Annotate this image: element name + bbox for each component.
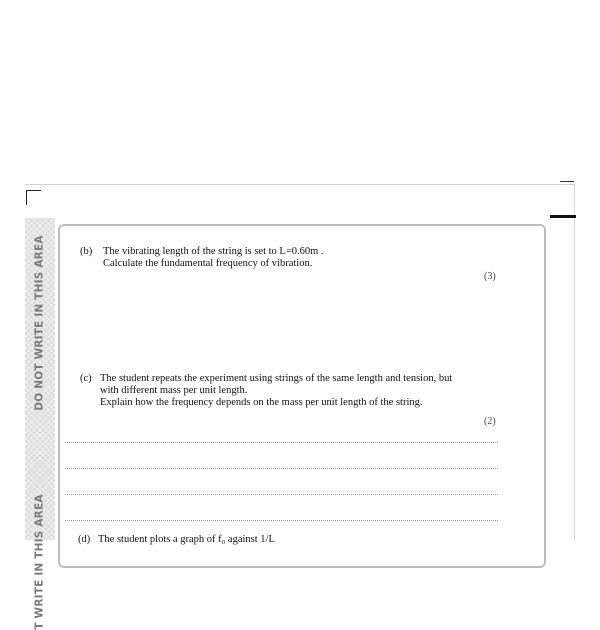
do-not-write-strip (25, 218, 55, 630)
page-edge-right (574, 184, 575, 540)
question-label: (b) (80, 246, 93, 257)
answer-line[interactable] (65, 494, 498, 495)
do-not-write-label (25, 428, 55, 630)
question-text: Explain how the frequency depends on the mass per unit length of the string. (100, 397, 423, 408)
do-not-write-text: DO NOT WRITE IN THIS AREA (34, 235, 47, 411)
answer-line[interactable] (65, 468, 498, 469)
blank-area (0, 0, 600, 182)
question-label: (c) (80, 373, 92, 384)
question-label: (d) (78, 534, 91, 545)
do-not-write-text: T WRITE IN THIS AREA (34, 494, 47, 630)
do-not-write-label (25, 235, 55, 411)
marks-label: (2) (484, 416, 496, 427)
page-edge-top (25, 184, 575, 185)
question-text: The student plots a graph of f₀ against 1/L (98, 534, 275, 545)
question-text: with different mass per unit length. (100, 385, 248, 396)
question-text: The student repeats the experiment using strings of the same length and tension, but (100, 373, 453, 384)
corner-mark (560, 181, 574, 182)
corner-mark (26, 190, 41, 205)
marks-label: (3) (484, 271, 496, 282)
answer-line[interactable] (65, 520, 498, 521)
question-text: Calculate the fundamental frequency of vibration. (103, 258, 313, 269)
answer-line[interactable] (65, 442, 498, 443)
margin-marker (550, 215, 576, 218)
question-text: The vibrating length of the string is set to L=0.60m . (103, 246, 324, 257)
